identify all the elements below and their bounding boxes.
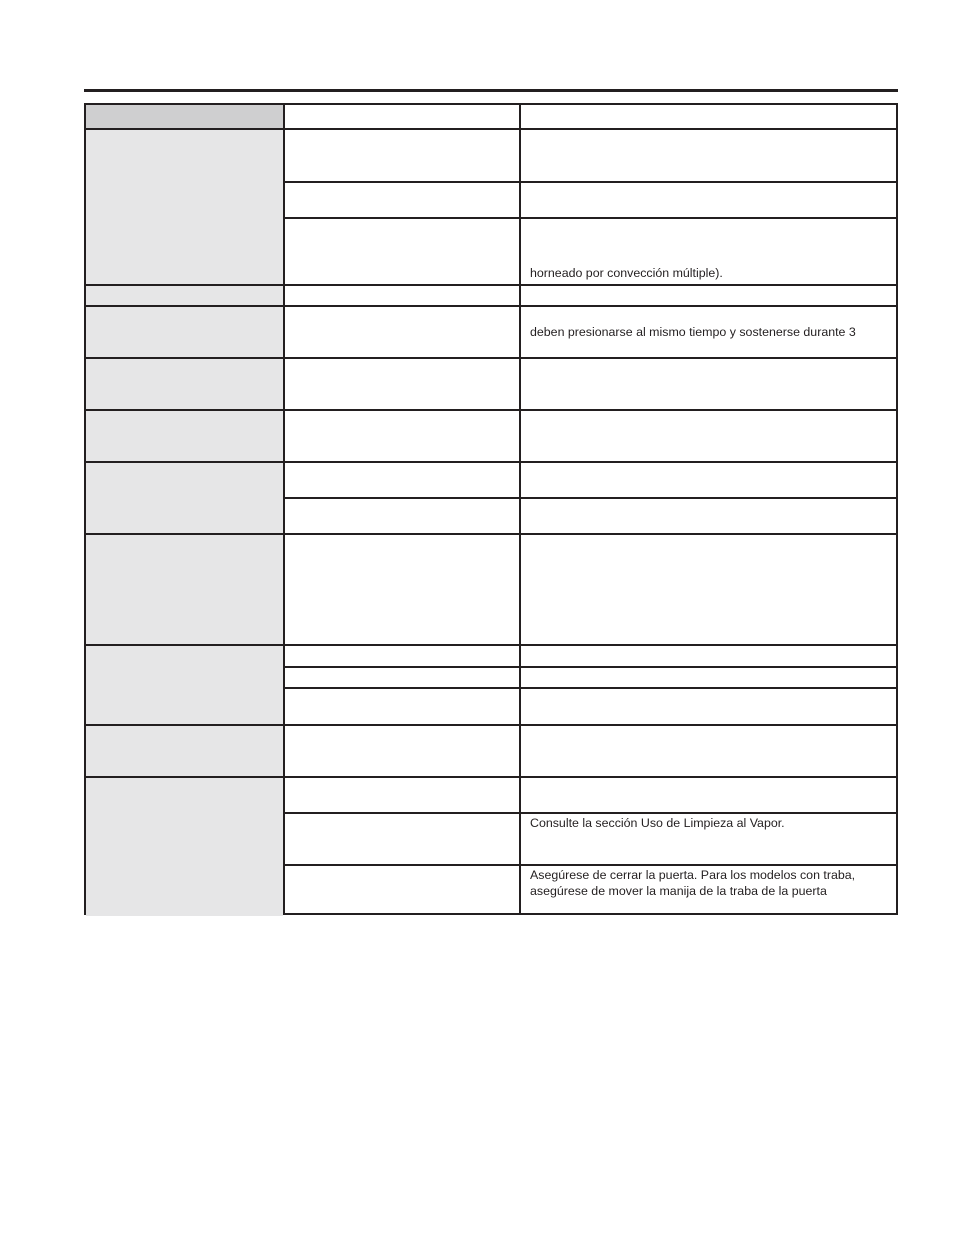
sub-row-divider	[283, 217, 898, 219]
row-divider	[86, 284, 898, 286]
row-divider	[86, 461, 898, 463]
sub-row-divider	[283, 687, 898, 689]
solution-text: Asegúrese de cerrar la puerta. Para los modelos con traba,	[530, 868, 856, 882]
sub-row-divider	[283, 181, 898, 183]
sub-row-divider	[283, 812, 898, 814]
solution-text: asegúrese de mover la manija de la traba de la puerta	[530, 884, 827, 898]
solution-text: horneado por convección múltiple).	[530, 266, 723, 280]
sub-row-divider	[283, 497, 898, 499]
row-divider	[86, 533, 898, 535]
row-divider	[86, 724, 898, 726]
problem-cell	[86, 130, 283, 916]
row-divider	[86, 305, 898, 307]
row-divider	[86, 409, 898, 411]
row-divider	[86, 357, 898, 359]
row-divider	[86, 776, 898, 778]
column-divider-cause	[519, 105, 521, 915]
column-divider-problem	[283, 105, 285, 915]
solution-text: deben presionarse al mismo tiempo y sostenerse durante 3	[530, 325, 856, 339]
row-divider	[86, 128, 898, 130]
row-divider	[86, 644, 898, 646]
sub-row-divider	[283, 864, 898, 866]
troubleshooting-table	[84, 103, 898, 915]
table-header-problem-cell	[86, 105, 283, 129]
solution-text: Consulte la sección Uso de Limpieza al Vapor.	[530, 816, 785, 830]
sub-row-divider	[283, 666, 898, 668]
page-header-rule	[84, 89, 898, 92]
